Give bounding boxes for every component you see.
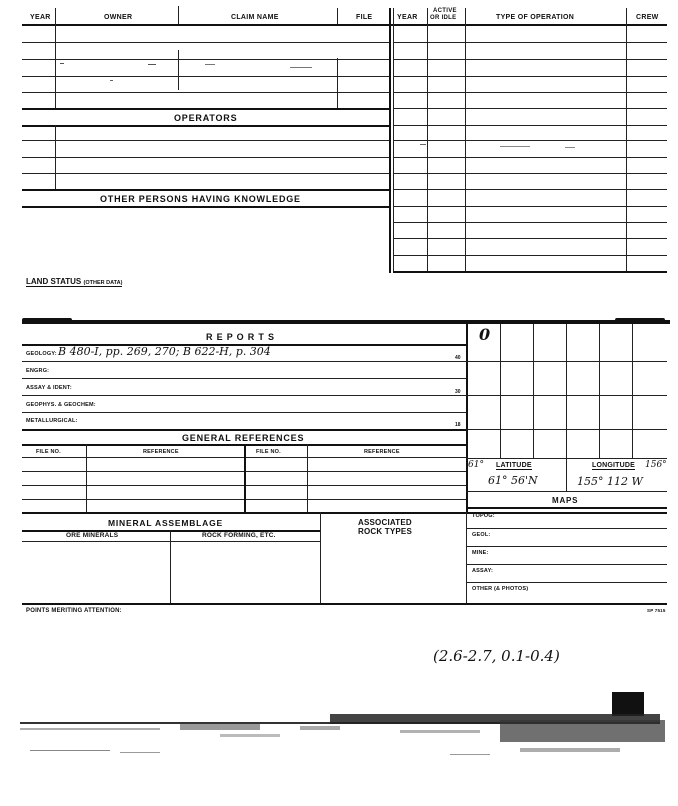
margin-number-40: 40 [455,355,461,361]
metallurgical-label: METALLURGICAL: [26,418,78,424]
land-status-subtitle: (OTHER DATA) [83,280,123,286]
rock-forming-label: ROCK FORMING, ETC. [202,532,276,539]
associated-rock-types-1: ASSOCIATED [358,518,412,527]
col-header-crew: CREW [636,14,659,21]
geology-value: B 480-I, pp. 269, 270; B 622-H, p. 304 [58,345,271,358]
form-number: SP 7515 [647,608,666,613]
land-status-title: LAND STATUS [26,277,82,286]
handwritten-note: (2.6-2.7, 0.1-0.4) [433,647,560,665]
col-header-file: FILE [356,14,373,21]
operators-title: OPERATORS [174,113,238,123]
latitude-value: 61° 56'N [488,474,538,487]
map-grid-mark: 0 [479,325,491,344]
reports-title: R E P O R T S [206,332,275,342]
maps-title: MAPS [552,496,579,505]
gr-col-file-no-2: FILE NO. [256,449,281,455]
col-header-year: YEAR [30,14,51,21]
margin-number-30: 30 [455,389,461,395]
engrg-label: ENGRG: [26,368,50,374]
associated-rock-types-2: ROCK TYPES [358,527,413,536]
col-header-owner: OWNER [104,14,133,21]
ore-minerals-label: ORE MINERALS [66,532,119,539]
col-header-year-2: YEAR [397,14,418,21]
other-persons-title: OTHER PERSONS HAVING KNOWLEDGE [100,194,301,204]
col-header-claim-name: CLAIM NAME [231,14,279,21]
maps-assay: ASSAY: [472,568,494,574]
geology-label: GEOLOGY: [26,351,57,357]
maps-other: OTHER (& PHOTOS) [472,586,529,592]
longitude-value: 155° 112 W [577,475,643,488]
mineral-assemblage-title: MINERAL ASSEMBLAGE [108,518,223,528]
maps-topog: TOPOG: [472,513,495,519]
lat-prefix: 61° [468,460,484,470]
land-status-heading [26,277,122,287]
gr-col-reference: REFERENCE [143,449,179,455]
col-header-type-of-operation: TYPE OF OPERATION [496,14,575,21]
assay-label: ASSAY & IDENT: [26,385,72,391]
scan-noise-graphic [0,690,678,780]
geophys-label: GEOPHYS. & GEOCHEM: [26,402,96,408]
col-header-active: ACTIVE [433,8,457,14]
maps-geol: GEOL: [472,532,491,538]
margin-number-18: 18 [455,422,461,428]
maps-mine: MINE: [472,550,489,556]
latitude-label: LATITUDE [496,462,532,469]
gr-col-reference-2: REFERENCE [364,449,400,455]
general-references-title: GENERAL REFERENCES [182,433,305,443]
gr-col-file-no: FILE NO. [36,449,61,455]
points-meriting-attention: POINTS MERITING ATTENTION: [26,608,122,614]
longitude-label: LONGITUDE [592,462,636,469]
lon-suffix: 156° [645,460,667,470]
col-header-or-idle: OR IDLE [430,15,457,21]
